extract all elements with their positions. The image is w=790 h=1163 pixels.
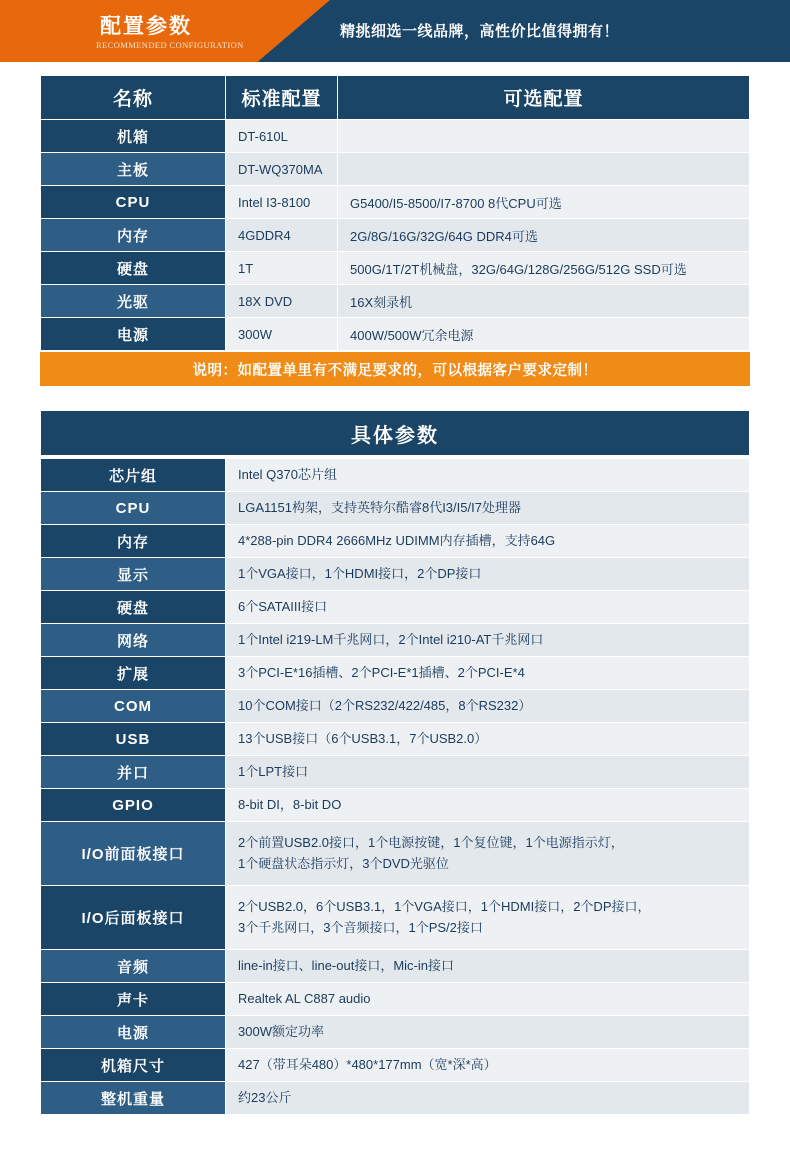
table-row	[41, 186, 750, 219]
spec-detail-line: 10个COM接口（2个RS232/422/485，8个RS232）	[238, 697, 532, 713]
config-row-name: 内存	[41, 219, 226, 252]
config-header-optional: 可选配置	[338, 76, 750, 120]
table-row	[41, 318, 750, 351]
table-row	[41, 591, 750, 624]
spec-row-detail	[226, 886, 750, 950]
config-row-standard: 18X DVD	[226, 285, 338, 318]
config-row-standard: 300W	[226, 318, 338, 351]
config-row-standard: 1T	[226, 252, 338, 285]
table-row	[41, 153, 750, 186]
config-row-name: 机箱	[41, 120, 226, 153]
table-row	[41, 690, 750, 723]
spec-detail-line: line-in接口、line-out接口，Mic-in接口	[238, 957, 454, 973]
spec-detail-line: 3个PCI-E*16插槽、2个PCI-E*1插槽、2个PCI-E*4	[238, 664, 525, 680]
spec-row-name: 整机重量	[41, 1082, 226, 1115]
spec-row-name: 并口	[41, 756, 226, 789]
table-row	[41, 1049, 750, 1082]
table-row	[41, 950, 750, 983]
spec-section-title: 具体参数	[40, 410, 750, 456]
config-row-optional: 400W/500W冗余电源	[338, 318, 750, 351]
spec-row-name: CPU	[41, 492, 226, 525]
spec-row-detail	[226, 1082, 750, 1115]
spec-table	[40, 458, 750, 1115]
spec-detail-line: 8-bit DI，8-bit DO	[238, 796, 342, 812]
spec-row-name: 内存	[41, 525, 226, 558]
spec-detail-line: 约23公斤	[238, 1089, 292, 1105]
spec-row-detail	[226, 558, 750, 591]
spec-row-detail	[226, 822, 750, 886]
spec-row-name: 机箱尺寸	[41, 1049, 226, 1082]
spec-row-name: 芯片组	[41, 459, 226, 492]
table-row	[41, 822, 750, 886]
spec-row-name: GPIO	[41, 789, 226, 822]
table-row	[41, 492, 750, 525]
spec-detail-line: 1个Intel i219-LM千兆网口，2个Intel i210-AT千兆网口	[238, 631, 544, 647]
spec-row-name: 显示	[41, 558, 226, 591]
config-row-name: 电源	[41, 318, 226, 351]
banner-title: 配置参数	[100, 15, 192, 38]
spec-detail-line: 3个千兆网口，3个音频接口，1个PS/2接口	[238, 919, 483, 935]
spec-row-detail	[226, 657, 750, 690]
spec-row-detail	[226, 1016, 750, 1049]
spec-detail-line: 1个VGA接口，1个HDMI接口，2个DP接口	[238, 565, 482, 581]
spec-row-detail	[226, 1049, 750, 1082]
spec-detail-line: Realtek AL C887 audio	[238, 990, 371, 1006]
spec-row-name: USB	[41, 723, 226, 756]
spec-detail-line: 1个硬盘状态指示灯，3个DVD光驱位	[238, 855, 449, 871]
config-row-standard: DT-610L	[226, 120, 338, 153]
table-row	[41, 983, 750, 1016]
table-row	[41, 252, 750, 285]
config-row-name: 光驱	[41, 285, 226, 318]
config-table-header-row	[41, 76, 750, 120]
spec-row-name: 扩展	[41, 657, 226, 690]
spec-detail-line: 1个LPT接口	[238, 763, 309, 779]
spec-row-name: I/O前面板接口	[41, 822, 226, 886]
table-row	[41, 624, 750, 657]
table-row	[41, 459, 750, 492]
spec-row-detail	[226, 723, 750, 756]
spec-row-name: 网络	[41, 624, 226, 657]
spec-detail-line: 300W额定功率	[238, 1023, 324, 1039]
spec-row-detail	[226, 756, 750, 789]
config-row-name: 主板	[41, 153, 226, 186]
spec-row-detail	[226, 950, 750, 983]
banner-slogan: 精挑细选一线品牌，高性价比值得拥有！	[340, 23, 620, 40]
spec-row-name: COM	[41, 690, 226, 723]
table-row	[41, 886, 750, 950]
table-row	[41, 723, 750, 756]
spec-row-name: 音频	[41, 950, 226, 983]
spec-row-detail	[226, 983, 750, 1016]
spec-row-detail	[226, 789, 750, 822]
spec-row-detail	[226, 459, 750, 492]
spec-row-name: 硬盘	[41, 591, 226, 624]
table-row	[41, 219, 750, 252]
table-row	[41, 756, 750, 789]
spec-row-detail	[226, 591, 750, 624]
spec-detail-line: 6个SATAIII接口	[238, 598, 328, 614]
table-row	[41, 558, 750, 591]
table-row	[41, 1016, 750, 1049]
config-table	[40, 75, 750, 351]
page-banner	[0, 0, 790, 62]
table-row	[41, 525, 750, 558]
config-row-standard: DT-WQ370MA	[226, 153, 338, 186]
table-row	[41, 120, 750, 153]
config-row-optional: 16X刻录机	[338, 285, 750, 318]
config-header-name: 名称	[41, 76, 226, 120]
spec-row-detail	[226, 690, 750, 723]
spec-detail-line: 4*288-pin DDR4 2666MHz UDIMM内存插槽，支持64G	[238, 532, 556, 548]
spec-row-name: 声卡	[41, 983, 226, 1016]
spec-row-detail	[226, 525, 750, 558]
spec-detail-line: 2个前置USB2.0接口，1个电源按键，1个复位键，1个电源指示灯，	[238, 835, 624, 851]
config-row-name: 硬盘	[41, 252, 226, 285]
config-row-standard: 4GDDR4	[226, 219, 338, 252]
config-row-optional: 500G/1T/2T机械盘，32G/64G/128G/256G/512G SSD可选	[338, 252, 750, 285]
table-row	[41, 789, 750, 822]
config-row-optional	[338, 120, 750, 153]
config-row-optional: 2G/8G/16G/32G/64G DDR4可选	[338, 219, 750, 252]
spec-detail-line: 427（带耳朵480）*480*177mm（宽*深*高）	[238, 1056, 497, 1072]
config-row-optional: G5400/I5-8500/I7-8700 8代CPU可选	[338, 186, 750, 219]
config-row-standard: Intel I3-8100	[226, 186, 338, 219]
spec-row-name: I/O后面板接口	[41, 886, 226, 950]
config-row-optional	[338, 153, 750, 186]
config-note: 说明：如配置单里有不满足要求的，可以根据客户要求定制！	[40, 352, 750, 386]
spec-detail-line: LGA1151构架，支持英特尔酷睿8代I3/I5/I7处理器	[238, 499, 521, 515]
spec-detail-line: 2个USB2.0，6个USB3.1，1个VGA接口，1个HDMI接口，2个DP接口，	[238, 899, 651, 915]
table-row	[41, 1082, 750, 1115]
banner-subtitle: RECOMMENDED CONFIGURATION	[96, 40, 244, 50]
table-row	[41, 285, 750, 318]
spec-detail-line: 13个USB接口（6个USB3.1，7个USB2.0）	[238, 730, 488, 746]
spec-row-detail	[226, 624, 750, 657]
config-row-name: CPU	[41, 186, 226, 219]
spec-row-name: 电源	[41, 1016, 226, 1049]
spec-row-detail	[226, 492, 750, 525]
spec-detail-line: Intel Q370芯片组	[238, 466, 337, 482]
config-header-standard: 标准配置	[226, 76, 338, 120]
table-row	[41, 657, 750, 690]
